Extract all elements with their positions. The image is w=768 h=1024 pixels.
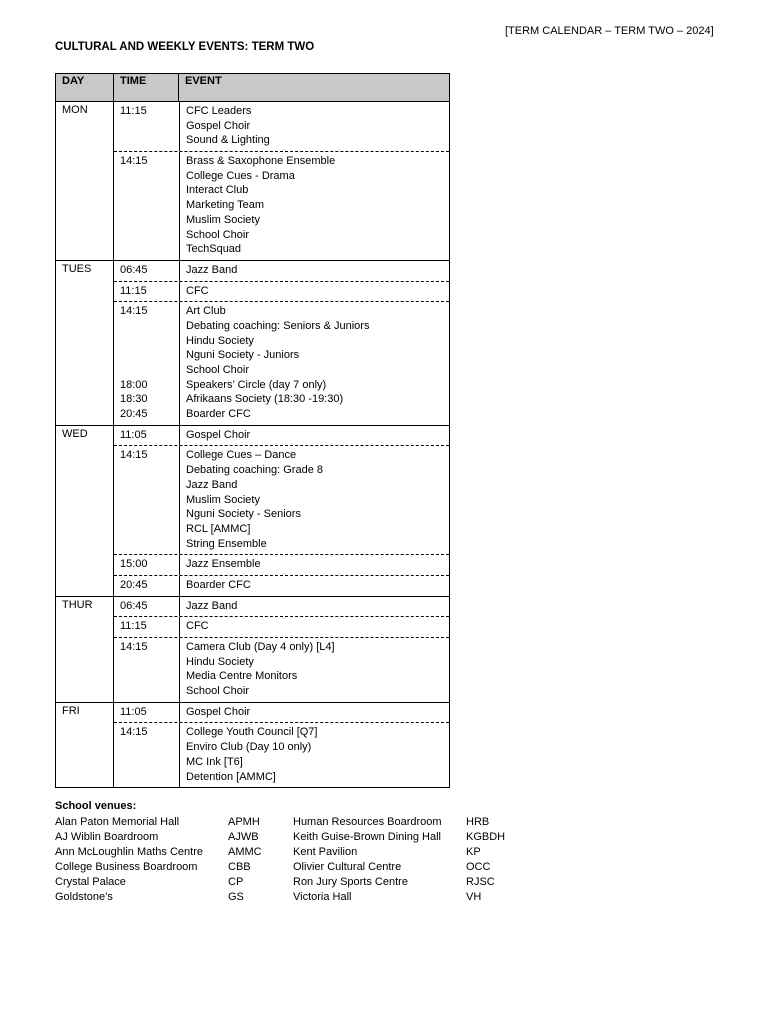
slot-time: 06:45 <box>120 263 148 276</box>
slot-times <box>114 597 179 617</box>
event-name: School Choir <box>186 364 249 376</box>
venue-name: Olivier Cultural Centre <box>293 861 402 873</box>
slot-events <box>179 282 449 302</box>
event-name: Hindu Society <box>186 655 254 668</box>
column-header-event: EVENT <box>179 74 450 102</box>
event-name: Boarder CFC <box>186 578 251 591</box>
slot-times <box>114 261 179 281</box>
slot-time <box>120 334 179 349</box>
slot-time: 20:45 <box>120 408 148 421</box>
slot-time: 18:00 <box>120 378 148 391</box>
slot-events <box>179 723 449 787</box>
column-header-day: DAY <box>56 74 114 102</box>
venue-code: APMH <box>228 816 260 828</box>
venue-code: CBB <box>228 861 251 873</box>
venue-code: KGBDH <box>466 831 506 843</box>
day-row-wed <box>56 425 450 596</box>
time-slot <box>114 301 449 425</box>
day-schedule <box>114 702 450 787</box>
slot-events <box>179 617 449 637</box>
event-name: MC Ink [T6] <box>186 755 243 768</box>
slot-time: 15:00 <box>120 558 148 571</box>
slot-times <box>114 102 179 151</box>
day-schedule <box>114 260 450 425</box>
event-name: Muslim Society <box>186 213 260 226</box>
event-name: Speakers’ Circle (day 7 only) <box>186 378 327 391</box>
venue-code: GS <box>228 891 244 903</box>
page-title: CULTURAL AND WEEKLY EVENTS: TERM TWO <box>55 41 315 53</box>
slot-time <box>120 740 179 755</box>
event-name: School Choir <box>186 685 249 698</box>
event-name: Camera Club (Day 4 only) [L4] <box>186 641 335 653</box>
event-name: College Youth Council [Q7] <box>186 726 318 739</box>
venue-code: OCC <box>466 861 491 873</box>
venue-name: Ron Jury Sports Centre <box>293 876 408 888</box>
slot-time: 06:45 <box>120 599 148 612</box>
time-slot <box>114 151 449 260</box>
day-row-fri <box>56 702 450 787</box>
venue-name: AJ Wiblin Boardroom <box>55 831 159 843</box>
venue-row <box>55 890 526 905</box>
slot-times <box>114 282 179 302</box>
day-label: FRI <box>56 702 114 787</box>
venue-row <box>55 875 526 890</box>
slot-time <box>120 684 179 699</box>
time-slot <box>114 722 449 787</box>
event-name: College Cues - Drama <box>186 169 295 182</box>
day-schedule <box>114 102 450 261</box>
event-name: Debating coaching: Seniors & Juniors <box>186 319 370 332</box>
day-row-tues <box>56 260 450 425</box>
venue-name: Alan Paton Memorial Hall <box>55 816 180 828</box>
slot-time: 14:15 <box>120 726 148 739</box>
slot-time <box>120 213 179 228</box>
slot-time <box>120 770 179 785</box>
slot-events <box>179 152 449 260</box>
slot-time <box>120 463 179 478</box>
slot-times <box>114 703 179 723</box>
slot-times <box>114 302 179 425</box>
slot-time <box>120 348 179 363</box>
slot-time <box>120 755 179 770</box>
slot-events <box>179 446 449 554</box>
time-slot <box>114 554 449 575</box>
slot-time: 11:05 <box>120 705 147 718</box>
slot-times <box>114 555 179 575</box>
slot-time: 14:15 <box>120 155 148 168</box>
slot-events <box>179 555 449 575</box>
event-name: Hindu Society <box>186 334 254 347</box>
venue-code: HRB <box>466 816 490 828</box>
day-schedule <box>114 596 450 702</box>
slot-events <box>179 102 449 151</box>
day-label: TUES <box>56 260 114 425</box>
slot-events <box>179 703 449 723</box>
event-name: Gospel Choir <box>186 705 251 718</box>
slot-times <box>114 617 179 637</box>
time-slot <box>114 445 449 554</box>
event-name: College Cues – Dance <box>186 449 297 462</box>
slot-time <box>120 198 179 213</box>
slot-events <box>179 597 449 617</box>
event-name: Jazz Band <box>186 599 238 612</box>
slot-times <box>114 576 179 596</box>
venue-name: College Business Boardroom <box>55 861 198 873</box>
slot-time: 18:30 <box>120 393 148 406</box>
slot-events <box>179 261 449 281</box>
event-name: Detention [AMMC] <box>186 770 276 783</box>
venue-name: Kent Pavilion <box>293 846 358 858</box>
event-name: Brass & Saxophone Ensemble <box>186 155 336 168</box>
slot-time <box>120 522 179 537</box>
slot-events <box>179 302 449 425</box>
event-name: CFC <box>186 284 209 297</box>
venues-list <box>55 815 526 905</box>
slot-time: 11:15 <box>120 620 147 633</box>
slot-time: 11:05 <box>120 428 147 441</box>
venue-code: AJWB <box>228 831 259 843</box>
time-slot <box>114 637 449 702</box>
slot-time <box>120 133 179 148</box>
event-name: School Choir <box>186 228 249 241</box>
venue-code: RJSC <box>466 876 495 888</box>
slot-time <box>120 655 179 670</box>
table-header-row <box>56 74 450 102</box>
day-label: MON <box>56 102 114 261</box>
event-name: Jazz Band <box>186 478 238 491</box>
slot-time: 14:15 <box>120 641 148 653</box>
day-schedule <box>114 425 450 596</box>
day-label: WED <box>56 425 114 596</box>
venue-name: Ann McLoughlin Maths Centre <box>55 846 203 858</box>
venue-name: Victoria Hall <box>293 891 352 903</box>
slot-time: 20:45 <box>120 578 148 591</box>
slot-time: 14:15 <box>120 305 148 318</box>
event-name: Sound & Lighting <box>186 134 270 147</box>
slot-times <box>114 426 179 446</box>
slot-events <box>179 426 449 446</box>
event-name: Muslim Society <box>186 493 260 506</box>
venue-name: Goldstone’s <box>55 891 113 903</box>
day-row-thur <box>56 596 450 702</box>
time-slot <box>114 575 449 596</box>
event-name: Nguni Society - Juniors <box>186 349 300 362</box>
slot-time <box>120 507 179 522</box>
slot-time <box>120 169 179 184</box>
slot-times <box>114 638 179 702</box>
venue-code: KP <box>466 846 481 858</box>
event-name: Media Centre Monitors <box>186 670 298 683</box>
event-name: Jazz Ensemble <box>186 558 261 571</box>
slot-time: 14:15 <box>120 449 148 462</box>
time-slot <box>114 597 449 617</box>
slot-time <box>120 319 179 334</box>
event-name: Interact Club <box>186 184 249 197</box>
slot-events <box>179 638 449 702</box>
venue-name: Human Resources Boardroom <box>293 816 442 828</box>
event-name: CFC Leaders <box>186 105 252 117</box>
slot-time <box>120 242 179 257</box>
time-slot <box>114 102 449 151</box>
time-slot <box>114 426 449 446</box>
slot-times <box>114 723 179 787</box>
slot-time <box>120 119 179 134</box>
slot-time <box>120 228 179 243</box>
time-slot <box>114 703 449 723</box>
event-name: Jazz Band <box>186 263 238 276</box>
calendar-note: [TERM CALENDAR – TERM TWO – 2024] <box>505 25 714 37</box>
event-name: Art Club <box>186 305 226 318</box>
event-name: CFC <box>186 620 209 633</box>
events-table <box>55 73 450 788</box>
slot-times <box>114 446 179 554</box>
slot-time <box>120 478 179 493</box>
venue-row <box>55 860 526 875</box>
day-label: THUR <box>56 596 114 702</box>
venue-row <box>55 845 526 860</box>
slot-times <box>114 152 179 260</box>
slot-time <box>120 363 179 378</box>
slot-time <box>120 669 179 684</box>
venue-name: Keith Guise-Brown Dining Hall <box>293 831 441 843</box>
time-slot <box>114 261 449 281</box>
slot-time <box>120 493 179 508</box>
venue-name: Crystal Palace <box>55 876 126 888</box>
slot-time <box>120 537 179 552</box>
venues-heading: School venues: <box>55 800 137 812</box>
venue-code: VH <box>466 891 482 903</box>
event-name: Gospel Choir <box>186 428 251 441</box>
event-name: TechSquad <box>186 243 242 256</box>
column-header-time: TIME <box>114 74 179 102</box>
slot-time: 11:15 <box>120 105 147 117</box>
time-slot <box>114 281 449 302</box>
venue-row <box>55 830 526 845</box>
event-name: RCL [AMMC] <box>186 522 251 535</box>
event-name: Gospel Choir <box>186 119 251 132</box>
venue-code: AMMC <box>228 846 262 858</box>
event-name: Enviro Club (Day 10 only) <box>186 741 312 754</box>
event-name: Boarder CFC <box>186 408 251 421</box>
slot-events <box>179 576 449 596</box>
event-name: Afrikaans Society (18:30 -19:30) <box>186 393 344 406</box>
slot-time: 11:15 <box>120 284 147 297</box>
event-name: Marketing Team <box>186 199 265 212</box>
venue-code: CP <box>228 876 244 888</box>
time-slot <box>114 616 449 637</box>
slot-time <box>120 183 179 198</box>
event-name: Debating coaching: Grade 8 <box>186 464 323 477</box>
day-row-mon <box>56 102 450 261</box>
venue-row <box>55 815 526 830</box>
event-name: Nguni Society - Seniors <box>186 508 301 521</box>
event-name: String Ensemble <box>186 537 267 550</box>
